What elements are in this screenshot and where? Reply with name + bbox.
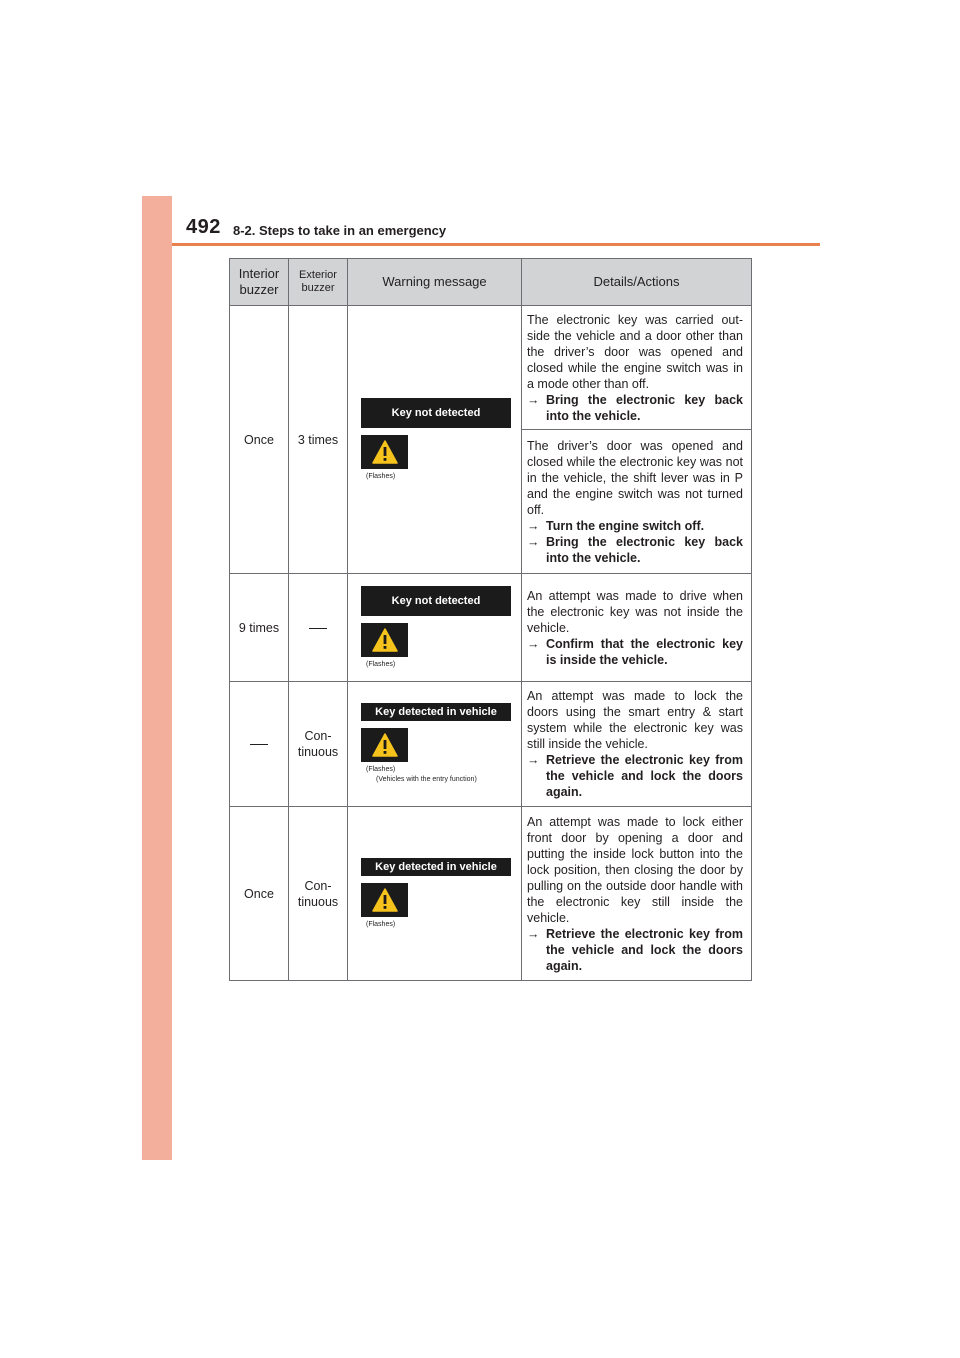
side-tab-band <box>142 196 172 1160</box>
details-cell <box>522 574 752 682</box>
warning-message-cell <box>348 574 522 682</box>
header-details-actions: Details/Actions <box>522 259 752 306</box>
table-row <box>230 682 752 807</box>
detail-text: An attempt was made to lock either front door by opening a door and putting the inside lock button into the lock position, then closing the door by pulling on the outside door handle with the electronic key still inside the vehicle. <box>527 814 743 925</box>
action-item: → Bring the electronic key back into the vehicle. <box>527 392 743 423</box>
arrow-right-icon: → <box>527 636 540 651</box>
interior-buzzer-cell: Once <box>230 807 289 981</box>
details-cell <box>522 306 752 430</box>
interior-buzzer-cell: 9 times <box>230 574 289 682</box>
warning-table <box>229 258 752 981</box>
detail-text: The electronic key was carried out-side the vehicle and a door other than the driver’s door was opened and closed while the engine switch was in a mode other than off. <box>527 312 743 391</box>
action-item: → Bring the electronic key back into the vehicle. <box>527 534 743 565</box>
entry-function-note: (Vehicles with the entry function) <box>376 776 477 783</box>
header-rule <box>172 243 820 246</box>
page-number: 492 <box>186 216 221 238</box>
exterior-buzzer-cell: 3 times <box>289 306 348 574</box>
detail-text: An attempt was made to drive when the electronic key was not inside the vehicle. <box>527 588 743 635</box>
dash-mark <box>309 628 327 629</box>
header-interior-buzzer: Interior buzzer <box>230 259 289 306</box>
table-row <box>230 306 752 430</box>
arrow-right-icon: → <box>527 753 540 767</box>
action-item: → Retrieve the electronic key from the vehicle and lock the doors again. <box>527 753 743 799</box>
details-cell <box>522 807 752 981</box>
action-item: → Retrieve the electronic key from the vehicle and lock the doors again. <box>527 926 743 973</box>
display-message: Key detected in vehicle <box>361 703 511 721</box>
interior-buzzer-cell: Once <box>230 306 289 574</box>
warning-message-cell <box>348 807 522 981</box>
header-exterior-buzzer: Exterior buzzer <box>289 259 348 306</box>
arrow-right-icon: → <box>527 926 540 941</box>
arrow-right-icon: → <box>527 518 540 533</box>
dash-mark <box>250 744 268 745</box>
detail-text: An attempt was made to lock the doors using the smart entry & start system while the electronic key was still inside the vehicle. <box>527 689 743 751</box>
exterior-buzzer-cell: Con-tinuous <box>289 682 348 807</box>
warning-message-cell <box>348 306 522 574</box>
exterior-buzzer-cell <box>289 574 348 682</box>
arrow-right-icon: → <box>527 392 540 407</box>
table-row <box>230 574 752 682</box>
warning-triangle-icon <box>361 883 408 917</box>
action-item: → Turn the engine switch off. <box>527 518 705 533</box>
exterior-buzzer-cell: Con-tinuous <box>289 807 348 981</box>
header-warning-message: Warning message <box>348 259 522 306</box>
display-message: Key not detected <box>361 586 511 616</box>
flashes-label: (Flashes) <box>366 660 396 668</box>
warning-triangle-icon <box>361 435 408 469</box>
flashes-label: (Flashes) <box>366 472 396 480</box>
details-cell <box>522 430 752 574</box>
arrow-right-icon: → <box>527 534 540 549</box>
warning-message-cell <box>348 682 522 807</box>
display-message: Key detected in vehicle <box>361 858 511 876</box>
interior-buzzer-cell <box>230 682 289 807</box>
table-row <box>230 807 752 981</box>
table-header-row <box>230 259 752 306</box>
warning-triangle-icon <box>361 728 408 762</box>
flashes-label: (Flashes) <box>366 920 396 928</box>
warning-triangle-icon <box>361 623 408 657</box>
display-message: Key not detected <box>361 398 511 428</box>
detail-text: The driver’s door was opened and closed while the electronic key was not in the vehicle, the shift lever was in P and the engine switch was not turned off. <box>527 438 743 517</box>
details-cell <box>522 682 752 807</box>
section-title: 8-2. Steps to take in an emergency <box>233 223 447 238</box>
action-item: → Confirm that the electronic key is inside the vehicle. <box>527 636 743 667</box>
flashes-label: (Flashes) <box>366 766 396 773</box>
